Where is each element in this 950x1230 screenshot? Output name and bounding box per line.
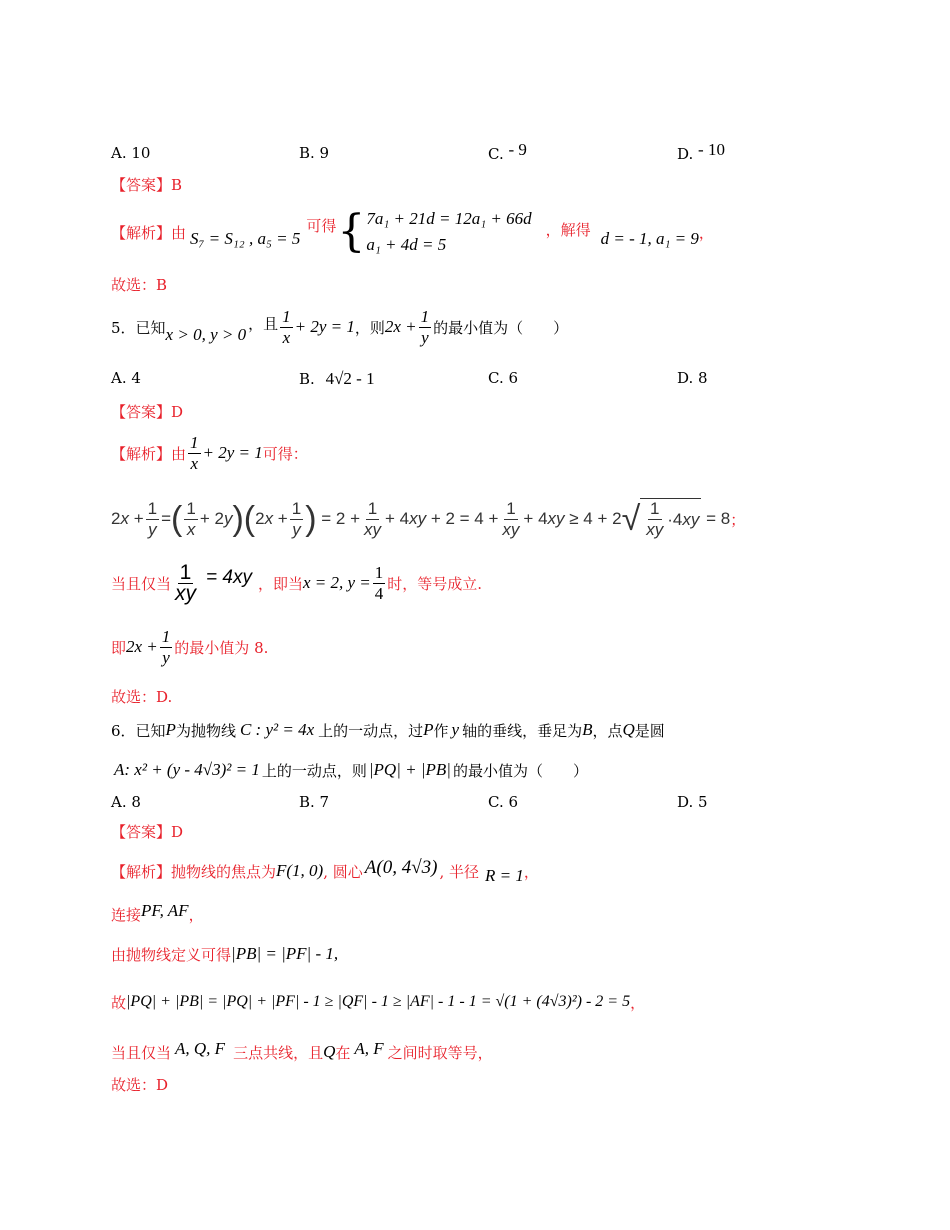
q6-answer: 【答案】D [111,823,184,841]
q4-answer: 【答案】B [111,176,183,194]
q6-option-b: B. 7 [299,793,330,811]
q4-option-a: A. 10 [111,144,151,162]
q6-option-a: A. 8 [111,793,141,811]
q4-option-d: D. - 10 [677,140,725,163]
q4-option-b: B. 9 [299,144,330,162]
q5-choose: 故选：D. [111,688,173,706]
q5-option-b: B. 4√2 - 1 [299,369,375,388]
q6-analysis-line3: 由抛物线定义可得 |PB| = |PF| - 1, [111,944,339,964]
q6-analysis-line2: 连接 PF, AF ， [111,901,204,924]
q6-analysis-line5: 当且仅当 A, Q, F 三点共线，且 Q 在 A, F 之间时取等号， [111,1039,493,1062]
math-condition: S₇ = S₁₂ , a₅ = 5 [190,229,301,248]
q5-analysis-intro: 【解析】由 $\frac{1}{x}$ + 2y = 1 可得： [111,432,308,473]
math-result: d = - 1, a₁ = 9 [600,229,699,248]
q4-choose: 故选：B [111,276,168,294]
equation-system: 7a₁ + 21d = 12a₁ + 66d a₁ + 4d = 5 [366,209,532,254]
q6-choose: 故选：D [111,1076,169,1094]
analysis-label: 【解析】由 [111,223,187,242]
q6-analysis-line1: 【解析】抛物线的焦点为 F(1, 0) , 圆心 A(0, 4√3) , 半径 R = 1 ， [111,857,539,885]
q5-equality: 当且仅当 $\frac{1}{xy}$ = 4xy ，即当 x = 2, y = $\frac{1}{4}$ 时，等号成立. [111,560,483,605]
q6-option-d: D. 5 [677,793,708,811]
q5-answer: 【答案】D [111,403,184,421]
q5-conclusion: 即 2x + $\frac{1}{y}$ 的最小值为 8. [111,626,269,667]
q4-option-c: C. - 9 [488,140,527,163]
q5-stem: 5．已知 x > 0, y > 0 ，且 $\frac{1}{x}$ + 2y = 1 ，则 2x + $\frac{1}{y}$ 的最小值为（ ） [111,306,569,347]
q6-analysis-line4: 故 |PQ| + |PB| = |PQ| + |PF| - 1 ≥ |QF| - 1 ≥ |AF| - 1 - 1 = √(1 + (4√3)²) - 2 = 5 ， [111,993,646,1012]
q6-stem-line1: 6．已知 P 为抛物线 C : y² = 4x 上的一动点，过 P 作 y 轴的垂线，垂足为 B ，点 Q 是圆 [111,720,665,740]
q5-inequality-chain: 2x + $\frac{1}{y}$ = ( $\frac{1}{x}$ + 2y )( 2x + $\frac{1}{y}$ ) = 2 + $\frac{1}{xy}$ + 4xy + 2 = 4 + $\frac{1}{xy}$ + 4xy ≥ 4 + 2 √ $\frac{1}{xy}$ ·4xy = 8 ； [111,498,746,539]
q5-option-d: D. 8 [677,369,708,387]
q6-stem-line2: A: x² + (y - 4√3)² = 1 上的一动点，则 |PQ| + |PB| 的最小值为（ ） [114,760,588,780]
q4-options [111,140,831,168]
q6-options [111,793,831,817]
q6-option-c: C. 6 [488,793,519,811]
q4-analysis: 【解析】由 S₇ = S₁₂ , a₅ = 5 可得 { 7a₁ + 21d = 12a₁ + 66d a₁ + 4d = 5 ，解得 d = - 1, a₁ = 9 ， [111,206,714,257]
q5-option-c: C. 6 [488,369,519,387]
q5-option-a: A. 4 [111,369,141,387]
q5-options [111,369,831,393]
